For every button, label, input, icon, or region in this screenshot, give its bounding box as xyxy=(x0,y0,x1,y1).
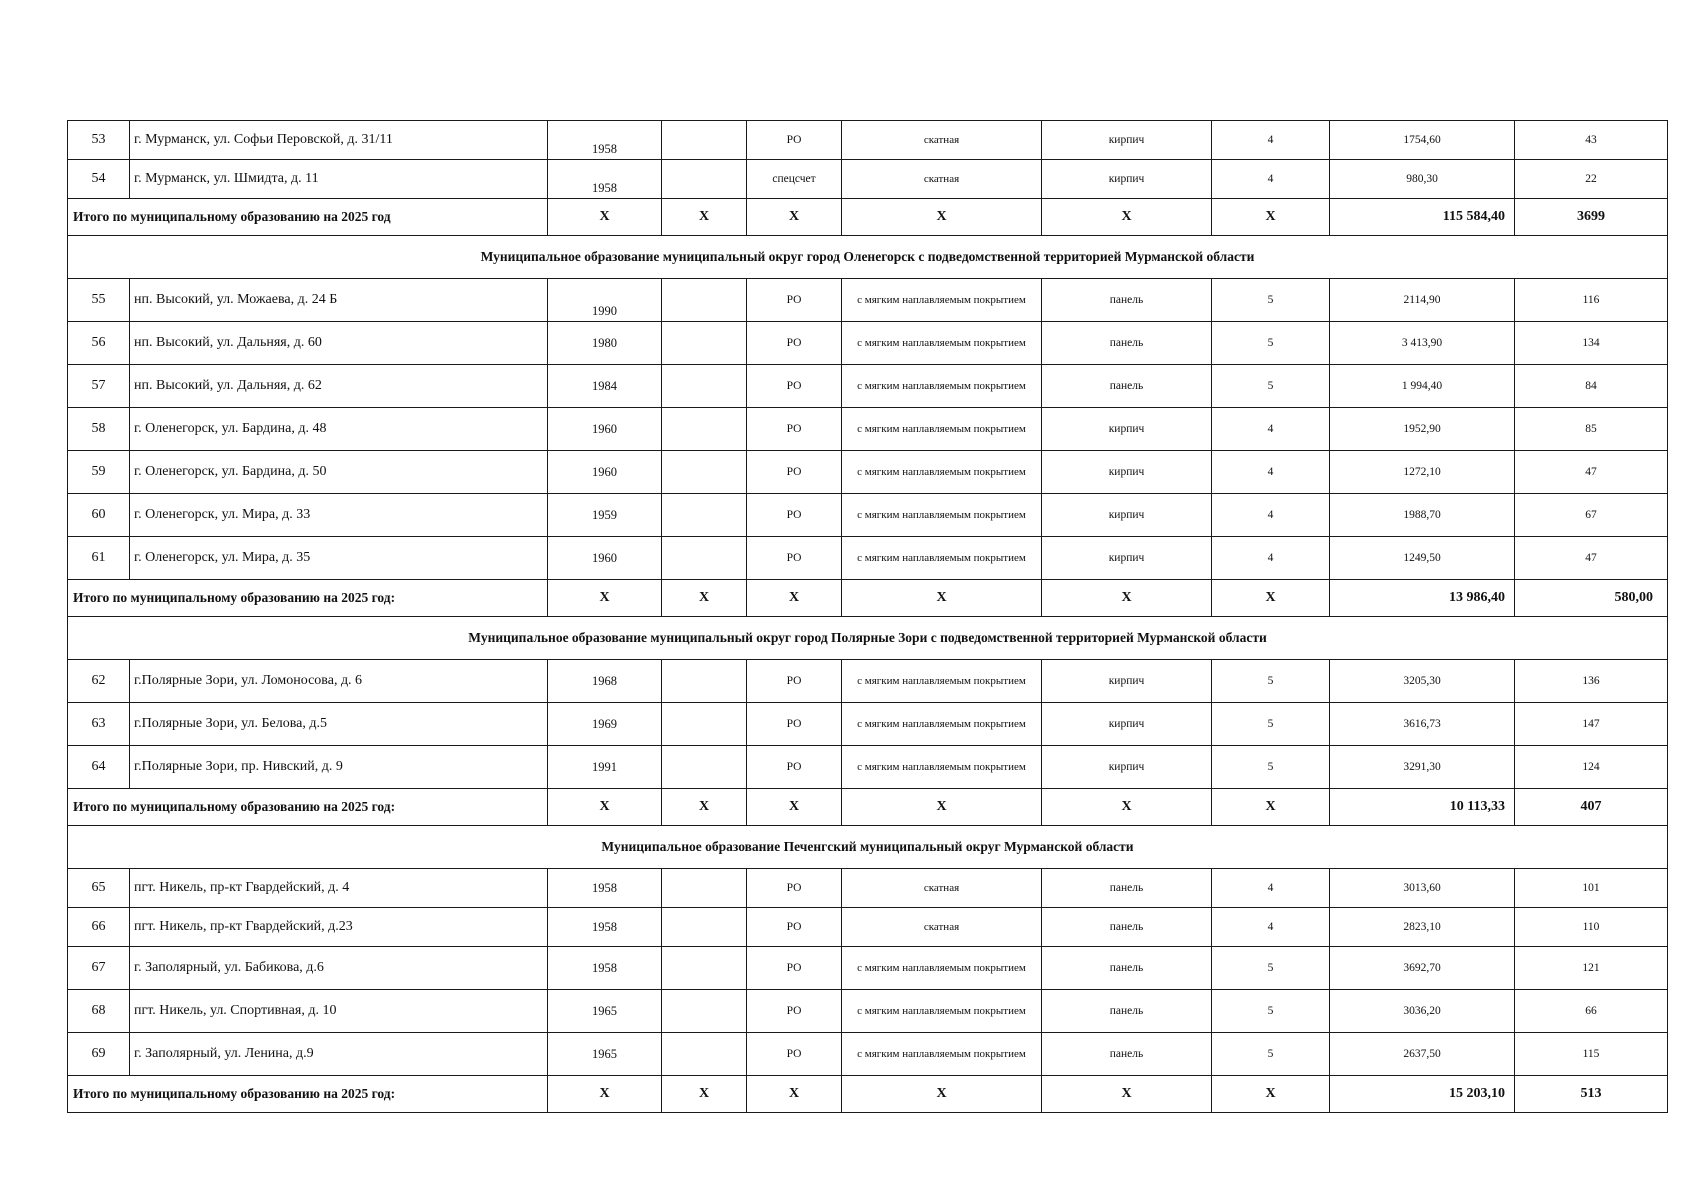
total-x-mark: X xyxy=(1212,1076,1330,1113)
row-number: 54 xyxy=(68,160,130,199)
row-number: 64 xyxy=(68,746,130,789)
address-cell: г.Полярные Зори, пр. Нивский, д. 9 xyxy=(130,746,548,789)
area-cell: 1754,60 xyxy=(1330,121,1515,160)
area-cell: 3291,30 xyxy=(1330,746,1515,789)
total-area: 13 986,40 xyxy=(1330,580,1515,617)
total-x-mark: X xyxy=(662,789,747,826)
row-number: 59 xyxy=(68,451,130,494)
residents-cell: 84 xyxy=(1515,365,1668,408)
table-row xyxy=(68,121,1668,160)
floors-cell: 4 xyxy=(1212,451,1330,494)
row-number: 53 xyxy=(68,121,130,160)
row-number: 67 xyxy=(68,947,130,990)
roof-cell: с мягким наплавляемым покрытием xyxy=(842,703,1042,746)
total-residents: 3699 xyxy=(1515,199,1668,236)
wall-material-cell: панель xyxy=(1042,990,1212,1033)
fund-cell: РО xyxy=(747,365,842,408)
address-cell: г. Мурманск, ул. Софьи Перовской, д. 31/11 xyxy=(130,121,548,160)
table-row xyxy=(68,869,1668,908)
empty-cell xyxy=(662,279,747,322)
table-row xyxy=(68,451,1668,494)
total-area: 115 584,40 xyxy=(1330,199,1515,236)
total-x-mark: X xyxy=(1212,199,1330,236)
empty-cell xyxy=(662,703,747,746)
fund-cell: РО xyxy=(747,494,842,537)
wall-material-cell: кирпич xyxy=(1042,660,1212,703)
fund-cell: РО xyxy=(747,869,842,908)
empty-cell xyxy=(662,494,747,537)
area-cell: 3616,73 xyxy=(1330,703,1515,746)
table-row xyxy=(68,408,1668,451)
residents-cell: 110 xyxy=(1515,908,1668,947)
roof-cell: с мягким наплавляемым покрытием xyxy=(842,408,1042,451)
row-number: 58 xyxy=(68,408,130,451)
area-cell: 1272,10 xyxy=(1330,451,1515,494)
table-row xyxy=(68,322,1668,365)
roof-cell: с мягким наплавляемым покрытием xyxy=(842,451,1042,494)
wall-material-cell: панель xyxy=(1042,1033,1212,1076)
residents-cell: 124 xyxy=(1515,746,1668,789)
fund-cell: спецсчет xyxy=(747,160,842,199)
year-cell: 1958 xyxy=(548,947,662,990)
total-x-mark: X xyxy=(548,789,662,826)
total-label: Итого по муниципальному образованию на 2025 год: xyxy=(68,580,548,617)
address-cell: нп. Высокий, ул. Можаева, д. 24 Б xyxy=(130,279,548,322)
wall-material-cell: кирпич xyxy=(1042,494,1212,537)
total-x-mark: X xyxy=(842,1076,1042,1113)
table-row xyxy=(68,703,1668,746)
empty-cell xyxy=(662,746,747,789)
residents-cell: 22 xyxy=(1515,160,1668,199)
roof-cell: скатная xyxy=(842,908,1042,947)
area-cell: 2637,50 xyxy=(1330,1033,1515,1076)
year-cell: 1968 xyxy=(548,660,662,703)
table-row xyxy=(68,279,1668,322)
residents-cell: 116 xyxy=(1515,279,1668,322)
row-number: 55 xyxy=(68,279,130,322)
floors-cell: 4 xyxy=(1212,160,1330,199)
residents-cell: 115 xyxy=(1515,1033,1668,1076)
table-row xyxy=(68,990,1668,1033)
total-x-mark: X xyxy=(747,580,842,617)
fund-cell: РО xyxy=(747,279,842,322)
wall-material-cell: кирпич xyxy=(1042,160,1212,199)
row-number: 57 xyxy=(68,365,130,408)
wall-material-cell: панель xyxy=(1042,365,1212,408)
total-row xyxy=(68,580,1668,617)
row-number: 61 xyxy=(68,537,130,580)
table-row xyxy=(68,947,1668,990)
floors-cell: 4 xyxy=(1212,869,1330,908)
section-title: Муниципальное образование Печенгский муниципальный округ Мурманской области xyxy=(68,826,1668,869)
fund-cell: РО xyxy=(747,908,842,947)
table-row xyxy=(68,1033,1668,1076)
residents-cell: 47 xyxy=(1515,451,1668,494)
floors-cell: 5 xyxy=(1212,746,1330,789)
year-cell: 1965 xyxy=(548,990,662,1033)
empty-cell xyxy=(662,322,747,365)
empty-cell xyxy=(662,160,747,199)
year-cell: 1959 xyxy=(548,494,662,537)
empty-cell xyxy=(662,121,747,160)
residents-cell: 101 xyxy=(1515,869,1668,908)
total-x-mark: X xyxy=(1042,789,1212,826)
total-label: Итого по муниципальному образованию на 2025 год: xyxy=(68,789,548,826)
address-cell: г. Мурманск, ул. Шмидта, д. 11 xyxy=(130,160,548,199)
fund-cell: РО xyxy=(747,660,842,703)
empty-cell xyxy=(662,451,747,494)
floors-cell: 5 xyxy=(1212,322,1330,365)
year-cell: 1958 xyxy=(548,908,662,947)
total-x-mark: X xyxy=(1212,789,1330,826)
residents-cell: 66 xyxy=(1515,990,1668,1033)
roof-cell: с мягким наплавляемым покрытием xyxy=(842,660,1042,703)
residents-cell: 134 xyxy=(1515,322,1668,365)
floors-cell: 4 xyxy=(1212,408,1330,451)
address-cell: пгт. Никель, пр-кт Гвардейский, д.23 xyxy=(130,908,548,947)
total-x-mark: X xyxy=(1042,580,1212,617)
wall-material-cell: панель xyxy=(1042,908,1212,947)
fund-cell: РО xyxy=(747,322,842,365)
total-row xyxy=(68,199,1668,236)
floors-cell: 5 xyxy=(1212,947,1330,990)
floors-cell: 5 xyxy=(1212,365,1330,408)
year-cell: 1990 xyxy=(548,279,662,322)
total-x-mark: X xyxy=(747,199,842,236)
table-row xyxy=(68,746,1668,789)
area-cell: 2114,90 xyxy=(1330,279,1515,322)
table-body xyxy=(68,121,1668,1113)
row-number: 63 xyxy=(68,703,130,746)
address-cell: г. Заполярный, ул. Ленина, д.9 xyxy=(130,1033,548,1076)
area-cell: 980,30 xyxy=(1330,160,1515,199)
section-title: Муниципальное образование муниципальный округ город Оленегорск с подведомственной территорией Мурманской области xyxy=(68,236,1668,279)
row-number: 56 xyxy=(68,322,130,365)
empty-cell xyxy=(662,908,747,947)
total-row xyxy=(68,789,1668,826)
total-row xyxy=(68,1076,1668,1113)
empty-cell xyxy=(662,947,747,990)
residents-cell: 67 xyxy=(1515,494,1668,537)
total-x-mark: X xyxy=(747,789,842,826)
total-x-mark: X xyxy=(842,789,1042,826)
address-cell: г.Полярные Зори, ул. Ломоносова, д. 6 xyxy=(130,660,548,703)
address-cell: нп. Высокий, ул. Дальняя, д. 60 xyxy=(130,322,548,365)
floors-cell: 5 xyxy=(1212,279,1330,322)
total-area: 10 113,33 xyxy=(1330,789,1515,826)
area-cell: 1249,50 xyxy=(1330,537,1515,580)
total-residents: 407 xyxy=(1515,789,1668,826)
wall-material-cell: кирпич xyxy=(1042,746,1212,789)
area-cell: 3013,60 xyxy=(1330,869,1515,908)
section-header-row xyxy=(68,617,1668,660)
roof-cell: скатная xyxy=(842,160,1042,199)
table-row xyxy=(68,908,1668,947)
address-cell: г.Полярные Зори, ул. Белова, д.5 xyxy=(130,703,548,746)
fund-cell: РО xyxy=(747,1033,842,1076)
address-cell: г. Оленегорск, ул. Бардина, д. 50 xyxy=(130,451,548,494)
address-cell: нп. Высокий, ул. Дальняя, д. 62 xyxy=(130,365,548,408)
row-number: 66 xyxy=(68,908,130,947)
residents-cell: 147 xyxy=(1515,703,1668,746)
floors-cell: 4 xyxy=(1212,908,1330,947)
residents-cell: 136 xyxy=(1515,660,1668,703)
area-cell: 3036,20 xyxy=(1330,990,1515,1033)
section-header-row xyxy=(68,236,1668,279)
area-cell: 3 413,90 xyxy=(1330,322,1515,365)
residents-cell: 47 xyxy=(1515,537,1668,580)
floors-cell: 5 xyxy=(1212,990,1330,1033)
roof-cell: с мягким наплавляемым покрытием xyxy=(842,746,1042,789)
wall-material-cell: кирпич xyxy=(1042,408,1212,451)
address-cell: г. Оленегорск, ул. Мира, д. 35 xyxy=(130,537,548,580)
year-cell: 1958 xyxy=(548,121,662,160)
area-cell: 1952,90 xyxy=(1330,408,1515,451)
roof-cell: с мягким наплавляемым покрытием xyxy=(842,537,1042,580)
wall-material-cell: кирпич xyxy=(1042,703,1212,746)
empty-cell xyxy=(662,408,747,451)
fund-cell: РО xyxy=(747,990,842,1033)
area-cell: 1988,70 xyxy=(1330,494,1515,537)
floors-cell: 4 xyxy=(1212,537,1330,580)
total-residents: 580,00 xyxy=(1515,580,1668,617)
table-row xyxy=(68,494,1668,537)
total-x-mark: X xyxy=(842,199,1042,236)
empty-cell xyxy=(662,365,747,408)
total-x-mark: X xyxy=(548,580,662,617)
empty-cell xyxy=(662,1033,747,1076)
year-cell: 1969 xyxy=(548,703,662,746)
year-cell: 1965 xyxy=(548,1033,662,1076)
total-x-mark: X xyxy=(842,580,1042,617)
wall-material-cell: панель xyxy=(1042,279,1212,322)
wall-material-cell: кирпич xyxy=(1042,121,1212,160)
year-cell: 1984 xyxy=(548,365,662,408)
roof-cell: с мягким наплавляемым покрытием xyxy=(842,1033,1042,1076)
residents-cell: 121 xyxy=(1515,947,1668,990)
address-cell: г. Оленегорск, ул. Мира, д. 33 xyxy=(130,494,548,537)
wall-material-cell: панель xyxy=(1042,869,1212,908)
floors-cell: 5 xyxy=(1212,1033,1330,1076)
table-row xyxy=(68,660,1668,703)
floors-cell: 4 xyxy=(1212,121,1330,160)
floors-cell: 5 xyxy=(1212,660,1330,703)
wall-material-cell: кирпич xyxy=(1042,451,1212,494)
area-cell: 1 994,40 xyxy=(1330,365,1515,408)
roof-cell: с мягким наплавляемым покрытием xyxy=(842,494,1042,537)
total-x-mark: X xyxy=(1042,1076,1212,1113)
total-x-mark: X xyxy=(747,1076,842,1113)
empty-cell xyxy=(662,660,747,703)
roof-cell: с мягким наплавляемым покрытием xyxy=(842,279,1042,322)
row-number: 65 xyxy=(68,869,130,908)
section-header-row xyxy=(68,826,1668,869)
total-x-mark: X xyxy=(662,580,747,617)
total-label: Итого по муниципальному образованию на 2025 год: xyxy=(68,1076,548,1113)
total-x-mark: X xyxy=(548,199,662,236)
section-title: Муниципальное образование муниципальный округ город Полярные Зори с подведомственной территорией Мурманской области xyxy=(68,617,1668,660)
roof-cell: скатная xyxy=(842,121,1042,160)
year-cell: 1991 xyxy=(548,746,662,789)
area-cell: 3205,30 xyxy=(1330,660,1515,703)
wall-material-cell: панель xyxy=(1042,322,1212,365)
wall-material-cell: кирпич xyxy=(1042,537,1212,580)
fund-cell: РО xyxy=(747,121,842,160)
fund-cell: РО xyxy=(747,746,842,789)
row-number: 62 xyxy=(68,660,130,703)
row-number: 68 xyxy=(68,990,130,1033)
roof-cell: с мягким наплавляемым покрытием xyxy=(842,990,1042,1033)
roof-cell: с мягким наплавляемым покрытием xyxy=(842,365,1042,408)
empty-cell xyxy=(662,869,747,908)
year-cell: 1980 xyxy=(548,322,662,365)
total-x-mark: X xyxy=(662,1076,747,1113)
row-number: 69 xyxy=(68,1033,130,1076)
roof-cell: с мягким наплавляемым покрытием xyxy=(842,947,1042,990)
year-cell: 1960 xyxy=(548,451,662,494)
area-cell: 2823,10 xyxy=(1330,908,1515,947)
year-cell: 1958 xyxy=(548,160,662,199)
housing-register-table xyxy=(67,120,1668,1113)
total-x-mark: X xyxy=(1212,580,1330,617)
address-cell: пгт. Никель, пр-кт Гвардейский, д. 4 xyxy=(130,869,548,908)
fund-cell: РО xyxy=(747,703,842,746)
residents-cell: 43 xyxy=(1515,121,1668,160)
total-residents: 513 xyxy=(1515,1076,1668,1113)
total-x-mark: X xyxy=(548,1076,662,1113)
area-cell: 3692,70 xyxy=(1330,947,1515,990)
total-x-mark: X xyxy=(1042,199,1212,236)
address-cell: г. Заполярный, ул. Бабикова, д.6 xyxy=(130,947,548,990)
fund-cell: РО xyxy=(747,408,842,451)
total-area: 15 203,10 xyxy=(1330,1076,1515,1113)
table-row xyxy=(68,365,1668,408)
year-cell: 1960 xyxy=(548,408,662,451)
fund-cell: РО xyxy=(747,947,842,990)
row-number: 60 xyxy=(68,494,130,537)
fund-cell: РО xyxy=(747,537,842,580)
residents-cell: 85 xyxy=(1515,408,1668,451)
address-cell: пгт. Никель, ул. Спортивная, д. 10 xyxy=(130,990,548,1033)
total-label: Итого по муниципальному образованию на 2025 год xyxy=(68,199,548,236)
year-cell: 1958 xyxy=(548,869,662,908)
table-row xyxy=(68,160,1668,199)
year-cell: 1960 xyxy=(548,537,662,580)
empty-cell xyxy=(662,537,747,580)
roof-cell: скатная xyxy=(842,869,1042,908)
roof-cell: с мягким наплавляемым покрытием xyxy=(842,322,1042,365)
address-cell: г. Оленегорск, ул. Бардина, д. 48 xyxy=(130,408,548,451)
empty-cell xyxy=(662,990,747,1033)
fund-cell: РО xyxy=(747,451,842,494)
total-x-mark: X xyxy=(662,199,747,236)
floors-cell: 4 xyxy=(1212,494,1330,537)
wall-material-cell: панель xyxy=(1042,947,1212,990)
table-row xyxy=(68,537,1668,580)
floors-cell: 5 xyxy=(1212,703,1330,746)
